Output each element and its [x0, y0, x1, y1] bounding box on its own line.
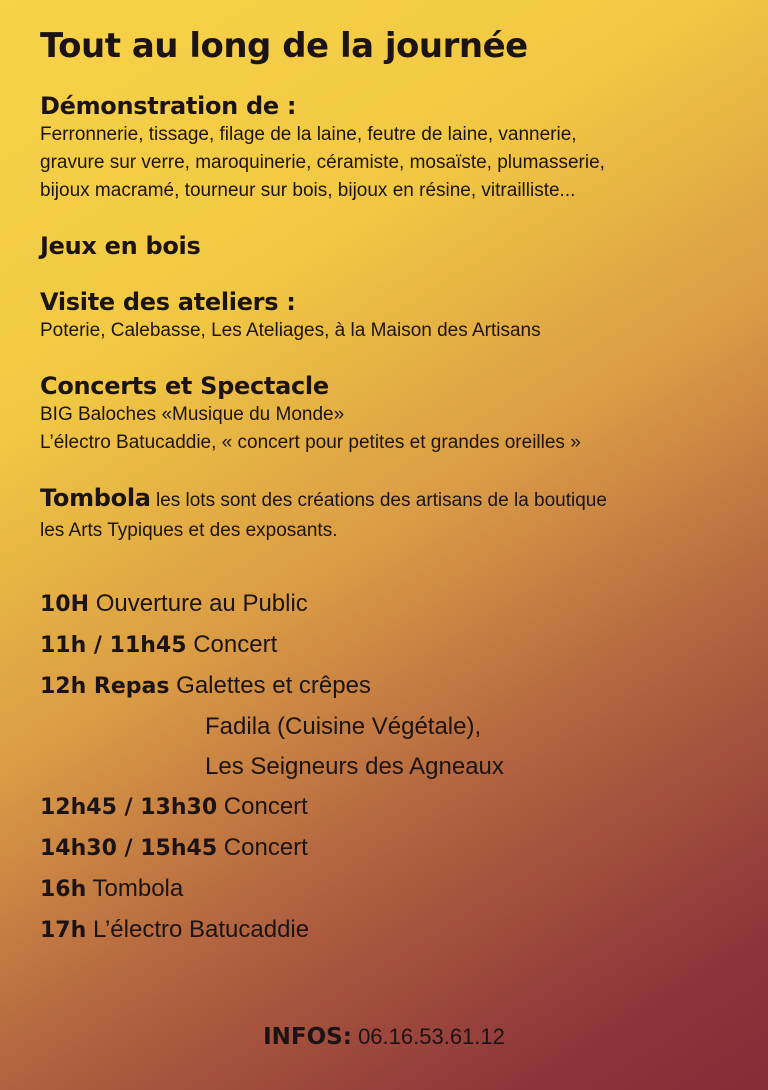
schedule-time: 10H: [40, 592, 90, 618]
schedule-label: Les Seigneurs des Agneaux: [205, 753, 504, 781]
schedule-time: 12h45 / 13h30: [40, 795, 218, 821]
schedule-label: Concert: [186, 631, 278, 659]
concerts-section: [40, 371, 740, 457]
visite-heading: Visite des ateliers :: [40, 288, 296, 317]
infos-footer: [0, 1024, 768, 1050]
schedule-row: [40, 787, 740, 828]
schedule-time: 16h: [40, 877, 87, 903]
tombola-section: [40, 483, 740, 546]
schedule-label: Tombola: [86, 875, 184, 903]
demonstration-heading: Démonstration de :: [40, 92, 297, 121]
infos-phone: 06.16.53.61.12: [351, 1024, 505, 1049]
schedule-time: 11h / 11h45: [40, 633, 187, 659]
schedule-time: 12h Repas: [40, 674, 170, 700]
schedule-label: Galettes et crêpes: [169, 672, 371, 700]
schedule-row: [40, 666, 740, 707]
demonstration-line: gravure sur verre, maroquinerie, céramiste, mosaïste, plumasserie,: [40, 152, 605, 174]
concerts-line: L’électro Batucaddie, « concert pour petites et grandes oreilles »: [40, 432, 581, 454]
infos-label: INFOS:: [263, 1024, 352, 1050]
visite-line: Poterie, Calebasse, Les Ateliages, à la Maison des Artisans: [40, 320, 541, 342]
tombola-line-2: les Arts Typiques et des exposants.: [40, 520, 338, 542]
tombola-heading: Tombola: [40, 484, 151, 513]
schedule-row-continuation: [40, 747, 740, 787]
schedule-row: [40, 584, 740, 625]
schedule-time: 14h30 / 15h45: [40, 836, 218, 862]
schedule-label: Ouverture au Public: [89, 590, 308, 618]
schedule-label: Concert: [217, 793, 308, 821]
visite-list: [40, 317, 740, 345]
demonstration-line: Ferronnerie, tissage, filage de la laine, feutre de laine, vannerie,: [40, 124, 577, 146]
demonstration-section: [40, 91, 740, 205]
jeux-section: [40, 231, 740, 261]
schedule-row: [40, 828, 740, 869]
schedule-row: [40, 869, 740, 910]
schedule-time: 17h: [40, 918, 87, 944]
tombola-text: les lots sont des créations des artisans de la boutique: [150, 490, 607, 512]
concerts-list: [40, 401, 740, 457]
schedule-row-continuation: [40, 707, 740, 747]
concerts-heading: Concerts et Spectacle: [40, 372, 329, 401]
demonstration-line: bijoux macramé, tourneur sur bois, bijoux en résine, vitrailliste...: [40, 180, 576, 202]
poster: [40, 28, 740, 951]
page-title: Tout au long de la journée: [40, 26, 528, 66]
schedule-row: [40, 910, 740, 951]
schedule-label: Fadila (Cuisine Végétale),: [205, 713, 482, 741]
schedule-label: L’électro Batucaddie: [86, 916, 310, 944]
schedule-row: [40, 625, 740, 666]
jeux-heading: Jeux en bois: [40, 232, 201, 261]
concerts-line: BIG Baloches «Musique du Monde»: [40, 404, 345, 426]
visite-section: [40, 287, 740, 345]
schedule-label: Concert: [217, 834, 308, 862]
demonstration-list: [40, 121, 740, 205]
schedule: [40, 584, 740, 951]
